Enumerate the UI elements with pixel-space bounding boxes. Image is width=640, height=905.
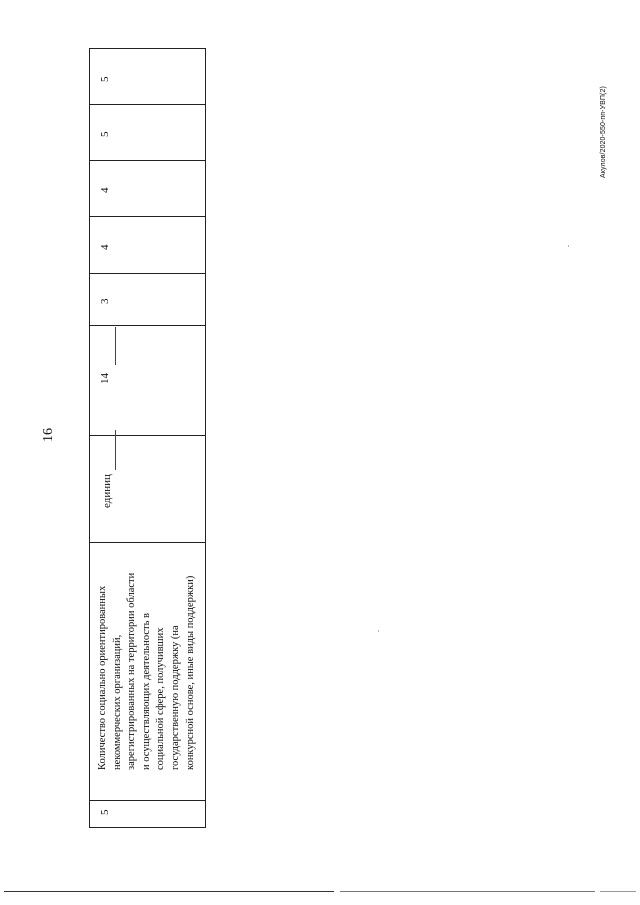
scan-artifact-line xyxy=(115,430,116,470)
value-cell: 3 xyxy=(99,298,111,304)
row-number-cell: 5 xyxy=(99,809,111,815)
scan-artifact-line xyxy=(115,327,116,365)
footer-line xyxy=(4,891,334,892)
unit-cell: единиц xyxy=(101,474,113,508)
document-code: Акулов/2020-550-пп-УВП(2) xyxy=(600,86,607,178)
value-cell: 5 xyxy=(99,131,111,137)
scan-speck xyxy=(568,245,569,247)
page-number: 16 xyxy=(41,428,56,442)
row-divider xyxy=(90,325,205,326)
row-divider xyxy=(90,104,205,105)
value-cell: 4 xyxy=(99,187,111,193)
footer-line xyxy=(600,891,636,892)
row-divider xyxy=(90,160,205,161)
indicator-description: Количество социально ориентированных некоммерческих организаций, зарегистрированных на территории области и осуществляющих деятельность в социальной сфере, получивших государственную поддержку (на конкурсной основе, иные виды поддержки) xyxy=(97,572,196,770)
row-divider xyxy=(90,216,205,217)
value-cell: 4 xyxy=(99,244,111,250)
value-cell: 14 xyxy=(99,373,111,384)
row-divider xyxy=(90,435,205,436)
row-divider xyxy=(90,273,205,274)
value-cell: 5 xyxy=(99,76,111,82)
footer-line xyxy=(340,891,595,892)
row-divider xyxy=(90,800,205,801)
scan-speck xyxy=(378,630,379,632)
